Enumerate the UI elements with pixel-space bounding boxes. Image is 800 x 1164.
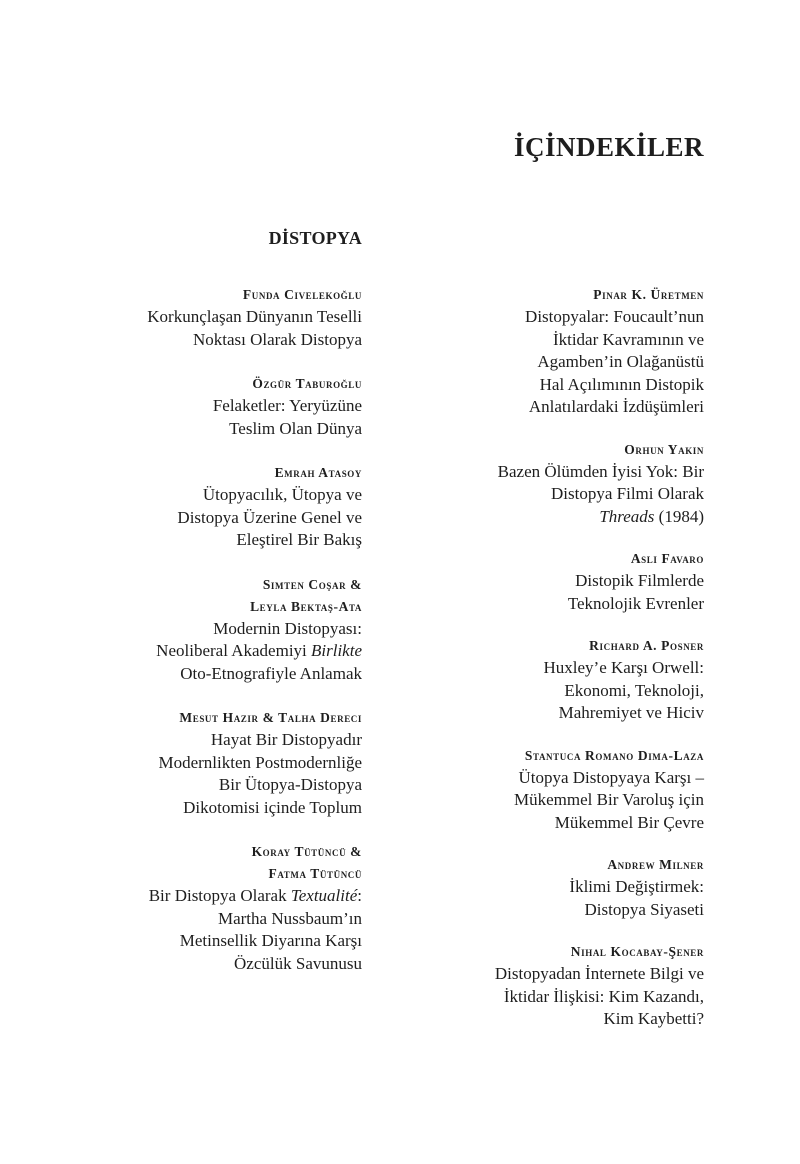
entry-title-line xyxy=(324,506,704,529)
entry-title-line xyxy=(0,774,362,797)
entry-title-line xyxy=(324,374,704,397)
entry-title-line xyxy=(0,930,362,953)
title-segment: Distopya Filmi Olarak xyxy=(551,484,704,503)
toc-entry xyxy=(0,462,362,552)
title-segment: Ütopya Distopyaya Karşı – xyxy=(518,767,704,787)
entry-title-line xyxy=(0,484,362,507)
entry-title-line xyxy=(0,640,362,663)
entry-title-line xyxy=(324,1008,704,1031)
page-title: İÇİNDEKİLER xyxy=(513,132,704,162)
entry-title-line xyxy=(324,986,704,1009)
title-segment: : xyxy=(357,886,362,905)
title-segment: Modernin Distopyası: xyxy=(213,618,362,638)
toc-entry xyxy=(324,284,704,419)
entry-author: Koray Tütüncü & xyxy=(251,844,362,859)
entry-author: Leyla Bektaş-Ata xyxy=(250,598,362,614)
section-heading: DİSTOPYA xyxy=(268,228,362,248)
title-segment: Oto-Etnografiyle Anlamak xyxy=(180,663,362,683)
toc-entry xyxy=(324,635,704,725)
entry-title-line xyxy=(0,529,362,552)
toc-entry xyxy=(0,373,362,440)
entry-author: Andrew Milner xyxy=(607,857,704,872)
title-segment: Mükemmel Bir Çevre xyxy=(554,812,704,832)
entry-title-line xyxy=(0,797,362,820)
entry-title-line xyxy=(0,395,362,418)
entry-title-line xyxy=(324,899,704,922)
entry-author: Funda Civelekoğlu xyxy=(242,287,362,302)
entry-author: Orhun Yakın xyxy=(624,441,704,457)
title-segment: Martha Nussbaum’ın xyxy=(217,908,362,928)
toc-entry xyxy=(324,941,704,1031)
title-segment: Hayat Bir Distopyadır xyxy=(210,730,362,749)
entry-title-line xyxy=(0,729,362,752)
entry-title-line xyxy=(324,306,704,329)
title-segment: İktidar İlişkisi: Kim Kazandı, xyxy=(503,986,704,1006)
italic-title-segment: Birlikte xyxy=(311,641,362,660)
title-segment: Kim Kaybetti? xyxy=(603,1009,704,1028)
entry-title-line xyxy=(324,461,704,484)
italic-title-segment: Threads xyxy=(599,506,655,526)
entry-title-line xyxy=(0,663,362,686)
title-segment: Mükemmel Bir Varoluş için xyxy=(514,790,704,809)
title-segment: Özcülük Savunusu xyxy=(234,953,362,973)
toc-entry xyxy=(324,745,704,835)
toc-entry xyxy=(0,707,362,819)
title-segment: Anlatılardaki İzdüşümleri xyxy=(528,397,704,416)
title-segment: (1984) xyxy=(654,506,704,526)
toc-entry xyxy=(0,574,362,686)
entry-title-line xyxy=(324,767,704,790)
entry-title-line xyxy=(0,418,362,441)
title-segment: İklimi Değiştirmek: xyxy=(569,877,704,896)
entry-title-line xyxy=(0,329,362,352)
entry-title-line xyxy=(324,329,704,352)
title-segment: Distopyadan İnternete Bilgi ve xyxy=(494,964,704,983)
toc-column-left xyxy=(0,284,362,997)
entry-title-line xyxy=(324,396,704,419)
entry-author: Özgür Taburoğlu xyxy=(252,376,362,391)
entry-title-line xyxy=(324,593,704,616)
entry-author: Simten Coşar & xyxy=(262,576,362,592)
entry-title-line xyxy=(0,908,362,931)
entry-title-line xyxy=(324,702,704,725)
entry-title-line xyxy=(324,789,704,812)
entry-title-line xyxy=(0,953,362,976)
entry-title-line xyxy=(324,680,704,703)
entry-title-line xyxy=(324,963,704,986)
title-segment: Korkunçlaşan Dünyanın Teselli xyxy=(147,307,362,326)
title-segment: Distopyalar: Foucault’nun xyxy=(525,307,704,326)
entry-author: Pınar K. Üretmen xyxy=(593,287,704,302)
toc-entry xyxy=(0,284,362,351)
title-segment: Bazen Ölümden İyisi Yok: Bir xyxy=(497,461,704,481)
toc-entry xyxy=(324,548,704,615)
title-segment: Huxley’e Karşı Orwell: xyxy=(543,658,704,677)
title-segment: Ekonomi, Teknoloji, xyxy=(564,680,704,700)
entry-author: Aslı Favaro xyxy=(630,551,704,566)
entry-author: Stantuca Romano Dima-Laza xyxy=(524,747,704,763)
title-segment: Bir Distopya Olarak xyxy=(148,886,291,905)
toc-entry xyxy=(324,854,704,921)
title-segment: Distopik Filmlerde xyxy=(575,571,704,590)
entry-author: Mesut Hazır & Talha Dereci xyxy=(179,710,362,725)
toc-entry xyxy=(324,439,704,529)
entry-title-line xyxy=(0,618,362,641)
toc-column-right xyxy=(324,284,704,1051)
title-segment: Distopya Üzerine Genel ve xyxy=(177,507,362,527)
title-segment: Neoliberal Akademiyi xyxy=(156,641,312,660)
entry-title-line xyxy=(324,812,704,835)
entry-title-line xyxy=(324,876,704,899)
title-segment: Hal Açılımının Distopik xyxy=(539,374,704,394)
toc-entry xyxy=(0,841,362,975)
title-segment: Agamben’in Olağanüstü xyxy=(537,352,704,371)
title-segment: Modernlikten Postmodernliğe xyxy=(158,752,362,772)
title-segment: Noktası Olarak Distopya xyxy=(192,329,362,349)
title-segment: Dikotomisi içinde Toplum xyxy=(183,797,362,817)
title-segment: İktidar Kavramının ve xyxy=(552,329,704,349)
title-segment: Felaketler: Yeryüzüne xyxy=(212,396,362,415)
entry-title-line xyxy=(0,752,362,775)
entry-title-line xyxy=(0,885,362,908)
entry-author: Nihal Kocabay-Şener xyxy=(570,944,704,959)
entry-title-line xyxy=(324,570,704,593)
entry-author: Richard A. Posner xyxy=(589,638,704,653)
title-segment: Teslim Olan Dünya xyxy=(229,418,362,438)
entry-author: Fatma Tütüncü xyxy=(268,866,362,881)
title-segment: Eleştirel Bir Bakış xyxy=(236,530,362,549)
title-segment: Teknolojik Evrenler xyxy=(567,593,704,613)
title-segment: Mahremiyet ve Hiciv xyxy=(558,703,704,722)
title-segment: Distopya Siyaseti xyxy=(584,899,704,919)
title-segment: Bir Ütopya-Distopya xyxy=(218,775,362,794)
entry-title-line xyxy=(0,507,362,530)
entry-title-line xyxy=(0,306,362,329)
entry-title-line xyxy=(324,657,704,680)
entry-author: Emrah Atasoy xyxy=(274,465,362,480)
italic-title-segment: Textualité xyxy=(290,886,358,905)
entry-title-line xyxy=(324,483,704,506)
title-segment: Metinsellik Diyarına Karşı xyxy=(179,931,362,950)
entry-title-line xyxy=(324,351,704,374)
title-segment: Ütopyacılık, Ütopya ve xyxy=(202,485,362,504)
